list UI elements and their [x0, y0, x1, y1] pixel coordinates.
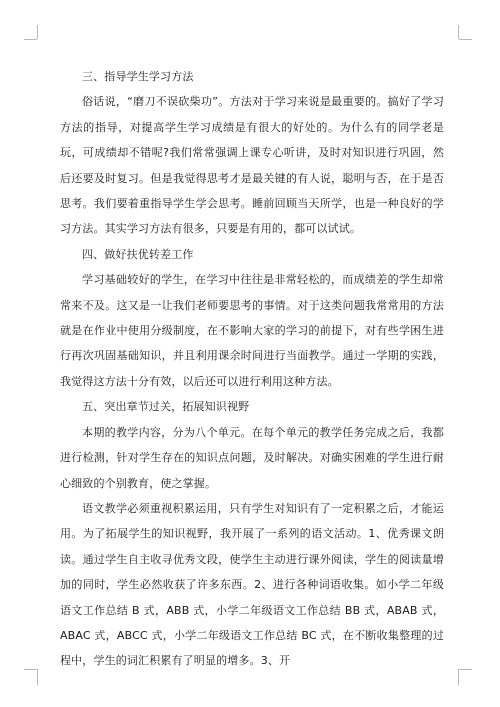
crop-mark-top-left — [37, 25, 38, 39]
crop-mark-bottom-right — [458, 669, 459, 685]
paragraph: 语文教学必须重视积累运用，只有学生对知识有了一定积累之后，才能运用。为了拓展学生的知识视野，我开展了一系列的语文活动。1、优秀课文朗读。通过学生自主收寻优秀文段，使学生主动进行课外阅读，学生的阅读量增加的同时，学生必然收获了许多东西。2、进行各种词语收集。如小学二年级语文工作总结 B 式，ABB 式，小学二年级语文工作总结 BB 式，ABAB 式，ABAC 式，ABCC 式，小学二年级语文工作总结 BC 式，在不断收集整理的过程中，学生的词汇积累有了明显的增多。3、开 — [60, 501, 444, 668]
crop-mark-top-left-h — [24, 39, 37, 40]
crop-mark-bottom-right-h — [459, 669, 472, 670]
crop-mark-top-right-h — [459, 39, 472, 40]
section-heading: 三、指导学生学习方法 — [82, 70, 194, 83]
paragraph: 本期的教学内容，分为八个单元。在每个单元的教学任务完成之后，我都进行检测，针对学生存在的知识点问题，及时解决。对确实困难的学生进行耐心细致的个别教育，使之掌握。 — [60, 425, 444, 490]
crop-mark-bottom-left-h — [24, 669, 37, 670]
paragraph: 学习基础较好的学生，在学习中往往是非常轻松的，而成绩差的学生却常常来不及。这又是一让我们老师要思考的事情。对于这类问题我常常用的方法就是在作业中使用分级制度，在不影响大家的学习的前提下，对有些学困生进行再次巩固基础知识，并且利用课余时间进行当面教学。通过一学期的实践，我觉得这方法十分有效，以后还可以进行利用这种方法。 — [60, 273, 444, 388]
paragraph: 俗话说，“磨刀不误砍柴功”。方法对于学习来说是最重要的。搞好了学习方法的指导，对提高学生学习成绩是有很大的好处的。为什么有的同学老是玩，可成绩却不错呢?我们常常强调上课专心听讲，及时对知识进行巩固，然后还要及时复习。但是我觉得思考才是最关键的有人说，聪明与否，在于是否思考。我们要着重指导学生学会思考。睡前回顾当天所学，也是一种良好的学习方法。其实学习方法有很多，只要是有用的，都可以试试。 — [60, 95, 444, 236]
section-heading: 五、突出章节过关，拓展知识视野 — [82, 400, 250, 414]
section-heading: 四、做好扶优转差工作 — [82, 247, 194, 261]
crop-mark-top-right — [458, 25, 459, 39]
crop-mark-bottom-left — [37, 669, 38, 685]
document-body — [60, 64, 444, 674]
